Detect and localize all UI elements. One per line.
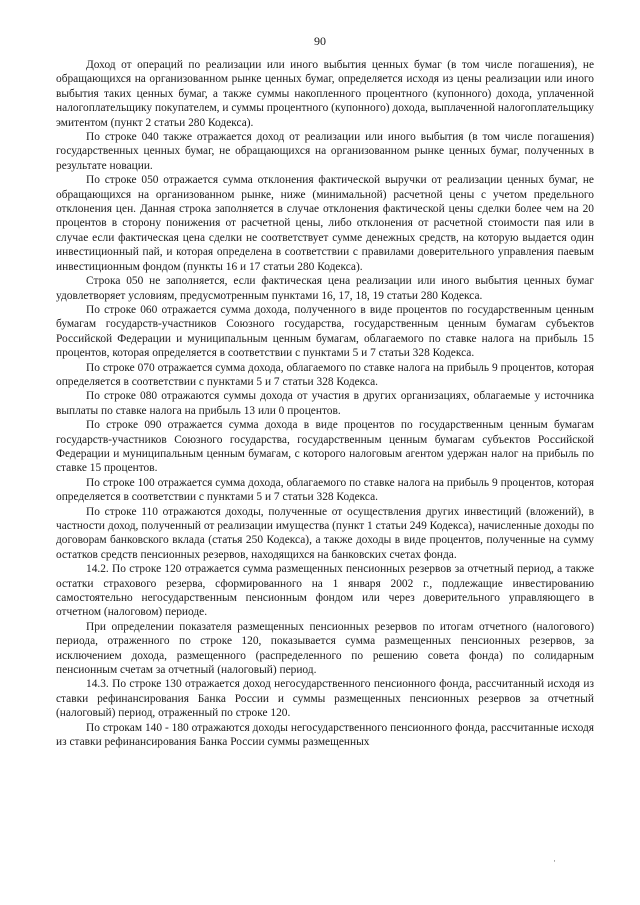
paragraph: По строке 060 отражается сумма дохода, полученного в виде процентов по государственным ценным бумагам государств-участников Союзного государства, государственным ценным бумагам субъектов Российской Федерации и муниципальным ценным бумагам, облагаемого по ставке налога на прибыль 15 процентов, которая определяется в соответствии с пунктами 5 и 7 статьи 328 Кодекса. [56, 303, 594, 360]
paragraph: По строке 090 отражается сумма дохода в виде процентов по государственным ценным бумагам государств-участников Союзного государства, государственным ценным бумагам субъектов Российской Федерации и муниципальным ценным бумагам, с которого налоговым агентом удержан налог на прибыль по ставке 15 процентов. [56, 419, 594, 475]
body-text [56, 58, 594, 750]
paragraph: Доход от операций по реализации или иного выбытия ценных бумаг (в том числе погашения), не обращающихся на организованном рынке ценных бумаг, определяется исходя из цены реализации или иного выбытия таких ценных бумаг, а также суммы накопленного процентного (купонного) дохода, уплаченной налогоплательщику покупателем, и суммы процентного (купонного) дохода, выплаченной налогоплательщику эмитентом (пункт 2 статьи 280 Кодекса). [56, 59, 594, 129]
paragraph: По строкам 140 - 180 отражаются доходы негосударственного пенсионного фонда, рассчитанные исходя из ставки рефинансирования Банка России суммы размещенных [56, 721, 594, 749]
paragraph: 14.2. По строке 120 отражается сумма размещенных пенсионных резервов за отчетный период, а также остатки страхового резерва, сформированного на 1 января 2002 г., подлежащие инвестированию самостоятельно негосударственным пенсионным фондом или через доверительного управляющего в отчетном (налоговом) периоде. [56, 563, 594, 619]
paragraph: По строке 050 отражается сумма отклонения фактической выручки от реализации ценных бумаг, не обращающихся на организованном рынке, ниже (минимальной) расчетной цены с учетом предельного отклонения цен. Данная строка заполняется в случае отклонения фактической цены сделки более чем на 20 процентов в сторону понижения от расчетной цены, либо отклонения от расчетной стоимости пая или в случае если фактическая цена сделки не соответствует сумме денежных средств, на которую выдается один инвестиционный пай, и которая определена в соответствии с правилами доверительного управления паевым инвестиционным фондом (пункты 16 и 17 статьи 280 Кодекса). [56, 174, 594, 273]
paragraph: По строке 080 отражаются суммы дохода от участия в других организациях, облагаемые у источника выплаты по ставке налога на прибыль 13 или 0 процентов. [56, 390, 594, 417]
paragraph: 14.3. По строке 130 отражается доход негосударственного пенсионного фонда, рассчитанный исходя из ставки рефинансирования Банка России и суммы размещенных пенсионных резервов за отчетный (налоговый) период, отраженный по строке 120. [56, 678, 594, 720]
paragraph: По строке 100 отражается сумма дохода, облагаемого по ставке налога на прибыль 9 процентов, которая определяется в соответствии с пунктами 5 и 7 статьи 328 Кодекса. [56, 476, 594, 504]
paragraph: По строке 070 отражается сумма дохода, облагаемого по ставке налога на прибыль 9 процентов, которая определяется в соответствии с пунктами 5 и 7 статьи 328 Кодекса. [56, 361, 594, 388]
corner-mark: · [553, 856, 556, 866]
paragraph: По строке 110 отражаются доходы, полученные от осуществления других инвестиций (вложений), в частности доход, полученный от реализации имущества (пункт 1 статьи 249 Кодекса), начисленные доходы по договорам банковского вклада (статья 250 Кодекса), а также доходы в виде процентов, полученные на сумму остатков средств пенсионных резервов, находящихся на банковских счетах фонда. [56, 505, 594, 561]
paragraph: При определении показателя размещенных пенсионных резервов по итогам отчетного (налогового) периода, отраженного по строке 120, показывается сумма размещенных пенсионных резервов, за исключением дохода, размещенного (распределенного по решению совета фонда) по солидарным пенсионным счетам за отчетный (налоговый) период. [56, 620, 594, 677]
paragraph: Строка 050 не заполняется, если фактическая цена реализации или иного выбытия ценных бумаг удовлетворяет условиям, предусмотренным пунктами 16, 17, 18, 19 статьи 280 Кодекса. [56, 275, 594, 302]
page-number: 90 [314, 34, 326, 48]
paragraph: По строке 040 также отражается доход от реализации или иного выбытия (в том числе погашения) государственных ценных бумаг, не обращающихся на организованном рынке ценных бумаг, полученных в результате новации. [56, 131, 594, 172]
